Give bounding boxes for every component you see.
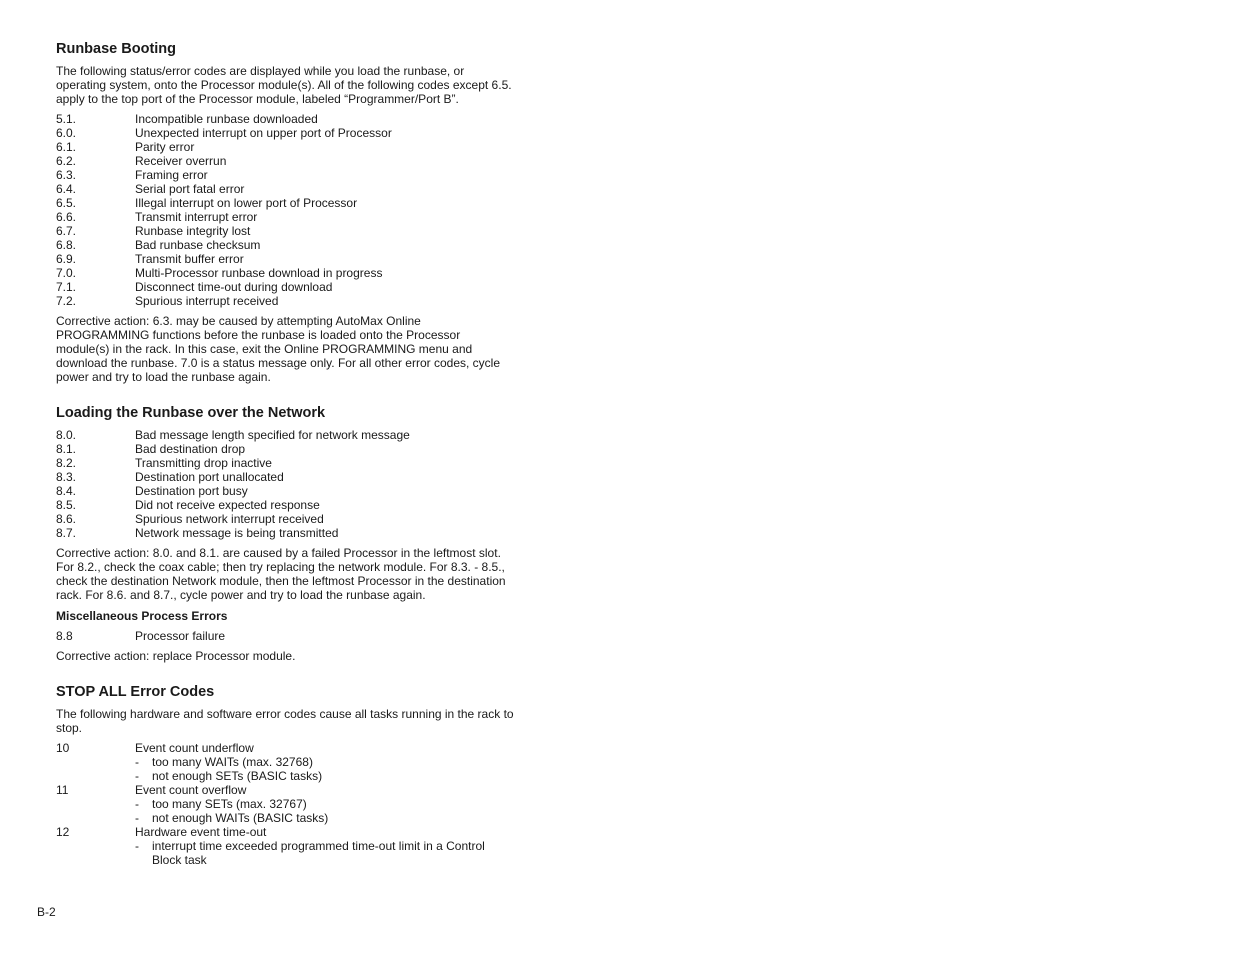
error-description: Illegal interrupt on lower port of Processor <box>135 196 358 210</box>
error-code-row <box>56 741 516 755</box>
section-misc-errors <box>56 608 516 663</box>
error-description: Serial port fatal error <box>135 182 245 196</box>
error-description: Bad message length specified for network message <box>135 428 410 442</box>
error-code: 8.3. <box>56 470 77 484</box>
error-code: 6.9. <box>56 252 77 266</box>
error-code-row <box>56 629 516 643</box>
error-description: Unexpected interrupt on upper port of Processor <box>135 126 392 140</box>
error-detail-item <box>56 769 516 783</box>
error-code-row <box>56 112 516 126</box>
error-code: 7.2. <box>56 294 77 308</box>
error-code: 6.5. <box>56 196 77 210</box>
section-runbase-booting <box>56 40 516 384</box>
document-page <box>56 40 516 873</box>
error-description: Transmit interrupt error <box>135 210 258 224</box>
dash-bullet: - <box>135 797 139 811</box>
error-detail-text: not enough SETs (BASIC tasks) <box>152 769 323 783</box>
error-code: 6.7. <box>56 224 77 238</box>
section-heading: Runbase Booting <box>56 41 177 57</box>
dash-bullet: - <box>135 839 139 853</box>
error-code-row <box>56 825 516 839</box>
error-description: Network message is being transmitted <box>135 526 339 540</box>
error-description: Bad runbase checksum <box>135 238 261 252</box>
error-detail-item <box>56 797 516 811</box>
error-description: Did not receive expected response <box>135 498 320 512</box>
error-description: Runbase integrity lost <box>135 224 251 238</box>
dash-bullet: - <box>135 769 139 783</box>
error-code: 11 <box>56 783 69 797</box>
page-number: B-2 <box>37 905 56 919</box>
error-code-row <box>56 280 516 294</box>
corrective-action: Corrective action: 6.3. may be caused by attempting AutoMax Online PROGRAMMING functions before the runbase is loaded onto the Processor module(s) in the rack. In this case, exit the Online PROGRAMMING menu and download the runbase. 7.0 is a status message only. For all other error codes, cycle power and try to load the runbase again. <box>56 314 501 384</box>
error-code: 6.0. <box>56 126 77 140</box>
error-code-list <box>56 741 516 867</box>
error-code-row <box>56 210 516 224</box>
error-description: Processor failure <box>135 629 226 643</box>
error-code-row <box>56 442 516 456</box>
error-code: 8.0. <box>56 428 77 442</box>
error-code-row <box>56 238 516 252</box>
error-code-row <box>56 182 516 196</box>
error-code-row <box>56 196 516 210</box>
error-code: 6.4. <box>56 182 77 196</box>
error-code-row <box>56 154 516 168</box>
error-description: Framing error <box>135 168 208 182</box>
error-code: 6.8. <box>56 238 77 252</box>
error-description: Transmitting drop inactive <box>135 456 272 470</box>
corrective-action: Corrective action: replace Processor module. <box>56 649 296 663</box>
error-code: 6.3. <box>56 168 77 182</box>
error-code-row <box>56 783 516 797</box>
error-detail-item <box>56 755 516 769</box>
error-code-row <box>56 266 516 280</box>
error-detail-text: not enough WAITs (BASIC tasks) <box>152 811 329 825</box>
error-code: 12 <box>56 825 70 839</box>
corrective-action: Corrective action: 8.0. and 8.1. are caused by a failed Processor in the leftmost slot. For 8.2., check the coax cable; then try replacing the network module. For 8.3. - 8.5., check the destination Network module, then the leftmost Processor in the destination rack. For 8.6. and 8.7., cycle power and try to load the runbase again. <box>56 546 506 602</box>
error-code-list <box>56 629 516 643</box>
error-code-row <box>56 526 516 540</box>
error-code: 6.1. <box>56 140 77 154</box>
error-code: 8.6. <box>56 512 77 526</box>
error-description: Disconnect time-out during download <box>135 280 333 294</box>
dash-bullet: - <box>135 755 139 769</box>
error-description: Event count overflow <box>135 783 247 797</box>
error-code-row <box>56 224 516 238</box>
section-network-loading <box>56 404 516 602</box>
error-code: 10 <box>56 741 70 755</box>
error-code-list <box>56 112 516 308</box>
error-description: Spurious network interrupt received <box>135 512 324 526</box>
error-code-row <box>56 168 516 182</box>
section-stop-all <box>56 683 516 867</box>
error-code-row <box>56 498 516 512</box>
error-code: 8.5. <box>56 498 77 512</box>
error-description: Spurious interrupt received <box>135 294 279 308</box>
error-code: 6.2. <box>56 154 77 168</box>
error-code-row <box>56 126 516 140</box>
error-detail-text: too many SETs (max. 32767) <box>152 797 307 811</box>
error-code: 7.1. <box>56 280 77 294</box>
error-code-row <box>56 140 516 154</box>
error-code: 8.4. <box>56 484 77 498</box>
error-code-list <box>56 428 516 540</box>
error-code: 6.6. <box>56 210 77 224</box>
error-code: 8.8 <box>56 629 73 643</box>
error-detail-item <box>56 839 516 867</box>
error-description: Event count underflow <box>135 741 254 755</box>
error-detail-text: too many WAITs (max. 32768) <box>152 755 313 769</box>
error-code-row <box>56 252 516 266</box>
error-code-row <box>56 428 516 442</box>
error-detail-item <box>56 811 516 825</box>
error-description: Transmit buffer error <box>135 252 244 266</box>
error-code: 8.7. <box>56 526 77 540</box>
error-description: Destination port busy <box>135 484 248 498</box>
error-description: Hardware event time-out <box>135 825 267 839</box>
error-code-row <box>56 470 516 484</box>
error-code: 8.2. <box>56 456 77 470</box>
error-code: 7.0. <box>56 266 77 280</box>
dash-bullet: - <box>135 811 139 825</box>
section-heading: Loading the Runbase over the Network <box>56 405 326 421</box>
section-intro: The following status/error codes are displayed while you load the runbase, or operating system, onto the Processor module(s). All of the following codes except 6.5. apply to the top port of the Processor module, labeled “Programmer/Port B”. <box>56 64 512 106</box>
subsection-heading: Miscellaneous Process Errors <box>56 609 228 623</box>
error-code-row <box>56 294 516 308</box>
error-code-row <box>56 512 516 526</box>
error-code-row <box>56 456 516 470</box>
error-description: Bad destination drop <box>135 442 246 456</box>
error-description: Multi-Processor runbase download in progress <box>135 266 383 280</box>
error-description: Receiver overrun <box>135 154 227 168</box>
section-heading: STOP ALL Error Codes <box>56 684 215 700</box>
error-detail-text: interrupt time exceeded programmed time-out limit in a Control Block task <box>152 839 485 867</box>
error-description: Destination port unallocated <box>135 470 284 484</box>
error-description: Incompatible runbase downloaded <box>135 112 318 126</box>
error-description: Parity error <box>135 140 195 154</box>
error-code: 5.1. <box>56 112 77 126</box>
section-intro: The following hardware and software error codes cause all tasks running in the rack to stop. <box>56 707 514 735</box>
error-code: 8.1. <box>56 442 77 456</box>
error-code-row <box>56 484 516 498</box>
